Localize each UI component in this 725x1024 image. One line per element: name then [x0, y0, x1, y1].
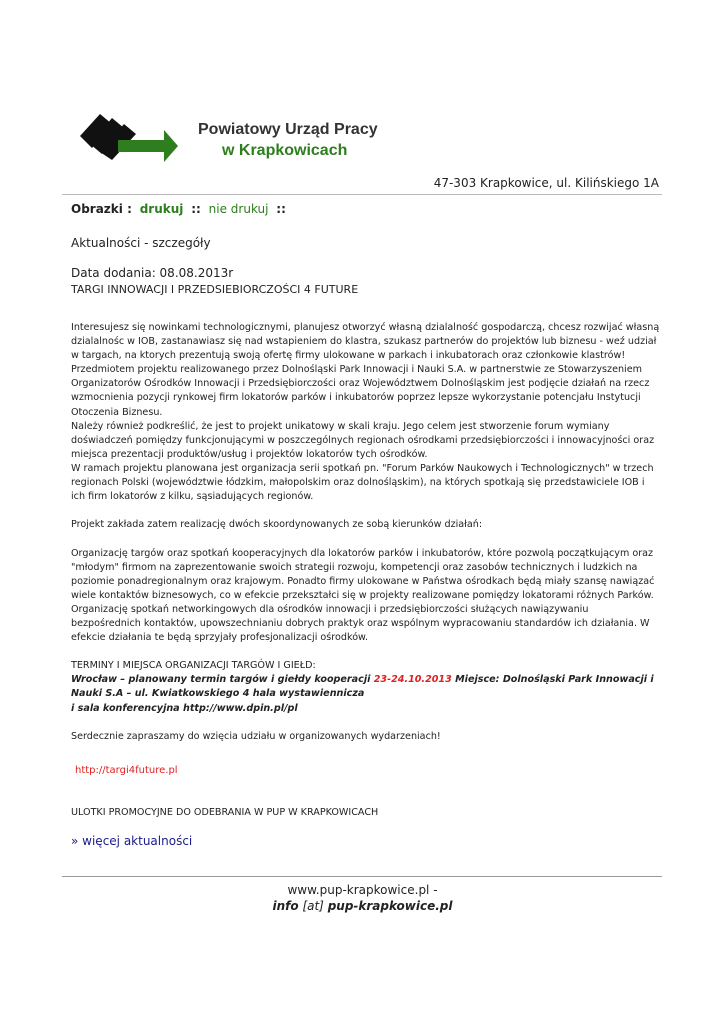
targi4future-link[interactable]: http://targi4future.pl: [75, 765, 178, 776]
article-title: TARGI INNOWACJI I PRZEDSIEBIORCZOŚCI 4 FUTURE: [71, 283, 359, 296]
article-paragraph: Projekt zakłada zatem realizację dwóch skoordynowanych ze sobą kierunków działań:: [71, 519, 483, 531]
leaflets-notice: ULOTKI PROMOCYJNE DO ODEBRANIA W PUP W KRAPKOWICACH: [71, 807, 379, 818]
article-date: Data dodania: 08.08.2013r: [71, 266, 234, 280]
invitation-text: Serdecznie zapraszamy do wzięcia udziału w organizowanych wydarzeniach!: [71, 730, 441, 742]
separator: ::: [276, 202, 286, 216]
article-paragraph: Należy również podkreślić, że jest to projekt unikatowy w skali kraju. Jego celem jest stworzenie forum wymiany doświadczeń pomiędzy funkcjonującymi w poszczególnych regionach ośrodkami przedsiębiorczości i innowacyjności oraz miejsca prezentacji produktów/usług i projektów lokatorów tych ośrodków.: [71, 420, 655, 460]
article-paragraph: W ramach projektu planowana jest organizacja serii spotkań pn. "Forum Parków Naukowych i Technologicznych" w trzech regionach Polski (województwie łódzkim, małopolskim oraz dolnośląskim), na których spotkają się przedstawiciele IOB i ich firm lokatorów z kilku, sąsiadujących regionów.: [71, 462, 654, 503]
header-divider: [62, 194, 662, 195]
print-images-off-link[interactable]: nie drukuj: [208, 202, 269, 216]
email-domain: pup-krapkowice.pl: [327, 899, 453, 913]
print-images-label: Obrazki :: [71, 202, 132, 216]
logo-graphic-icon: [78, 106, 198, 170]
event-date: 23-24.10.2013: [373, 674, 452, 686]
event-details: [71, 673, 661, 715]
section-title: Aktualności - szczegóły: [71, 236, 211, 250]
image-print-toggle: [71, 202, 290, 216]
event-text: Wrocław – planowany termin targów i giełdy kooperacji: [71, 674, 374, 686]
separator: ::: [191, 202, 201, 216]
email-user: info: [272, 899, 299, 913]
article-paragraph: Organizację spotkań networkingowych dla ośrodków innowacji i przedsiębiorczości służących nawiązywaniu bezpośrednich kontaktów, upowszechnianiu dobrych praktyk oraz wspólnym wypracowaniu standardów ich działania. W efekcie działania te będą sprzyjały profesjonalizacji ośrodków.: [71, 603, 650, 644]
terms-heading: TERMINY I MIEJSCA ORGANIZACJI TARGÓW I GIEŁD:: [71, 660, 316, 672]
print-images-on-link[interactable]: drukuj: [139, 202, 184, 216]
article-paragraph: Interesujesz się nowinkami technologicznymi, planujesz otworzyć własną dzialalność gospodarczą, chcesz rozwijać własną dzialalnośc w IOB, zastanawiasz się nad wstapieniem do klastra, szukasz partnerów do projektów lub biznesu - weź udział w targach, na ktorych prezentują swoją ofertę firmy ulokowane w parkach i inkubatorach oraz członkowie klastrów! Przedmiotem projektu realizowanego przez Dolnośląski Park Innowacji i Nauki S.A. w partnerstwie ze Stowarzyszeniem Organizatorów Ośrodków Innowacji i Przedsiębiorczości oraz Województwem Dolnośląskim jest podjęcie działań na rzecz wzmocnienia pozycji rynkowej firm lokatorów parków i inkubatorów poprzez lepsze wykorzystanie potencjału Instytucji Otoczenia Biznesu.: [71, 322, 660, 418]
footer-email: [0, 899, 725, 913]
logo-title: Powiatowy Urząd Pracy: [198, 121, 378, 138]
event-venue: i sala konferencyjna http://www.dpin.pl/pl: [71, 702, 298, 714]
event-location: Miejsce: Dolnośląski Park Innowacji i Nauki S.A – ul. Kwiatkowskiego 4 hala wystawiennicza: [71, 674, 654, 700]
email-at: [at]: [298, 899, 328, 913]
footer-divider: [62, 876, 662, 877]
logo-subtitle: w Krapkowicach: [222, 142, 348, 159]
footer-website: www.pup-krapkowice.pl -: [287, 883, 438, 897]
more-news-link[interactable]: » więcej aktualności: [71, 834, 193, 848]
article-body: [71, 321, 661, 758]
office-address: 47-303 Krapkowice, ul. Kilińskiego 1A: [433, 176, 659, 190]
article-paragraph: Organizację targów oraz spotkań kooperacyjnych dla lokatorów parków i inkubatorów, które pozwolą początkującym oraz "młodym" firmom na zaprezentowanie swoich strategii rozwoju, kompetencji oraz zasobów technicznych i ludzkich na poziomie ponadregionalnym oraz krajowym. Ponadto firmy ulokowane w Państwa ośrodkach będą miały szansę nawiązać wiele kontaktów biznesowych, co w efekcie przekształci się w projekty realizowane pomiędzy lokatorami różnych Parków.: [71, 547, 655, 601]
